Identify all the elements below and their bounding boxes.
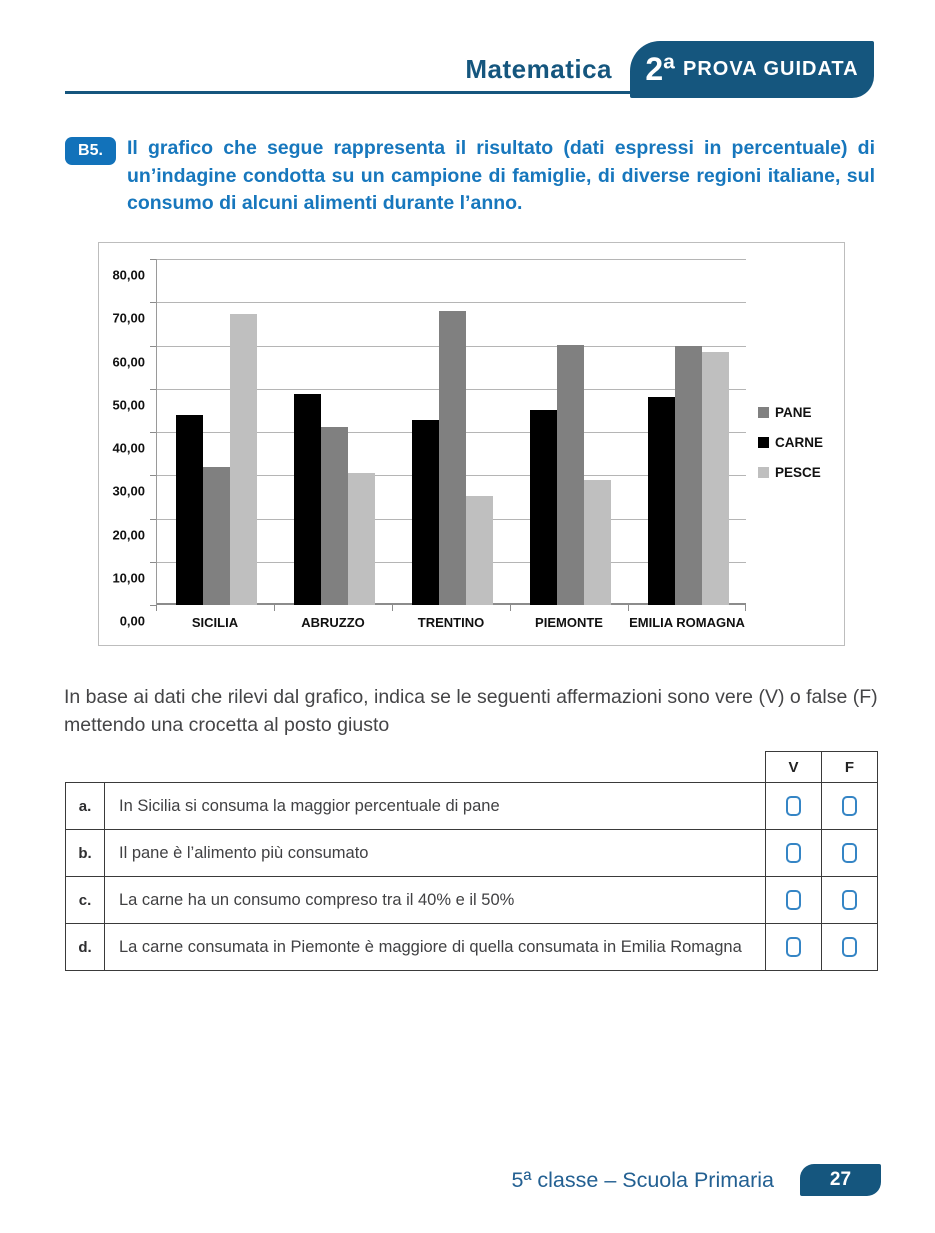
category-label: PIEMONTE [535,615,603,630]
bar-pane-trentino [439,311,466,605]
plot-area [156,259,746,605]
legend-label: CARNE [775,435,824,450]
statement-d: La carne consumata in Piemonte è maggiore di quella consumata in Emilia Romagna [105,924,766,971]
bar-pesce-trentino [466,496,493,605]
y-axis-tick [150,346,156,347]
prova-label: PROVA GUIDATA [683,58,859,80]
legend-swatch-icon [758,467,769,478]
category-labels [156,615,746,635]
bar-pane-emilia-romagna [675,346,702,606]
table-row [66,830,878,877]
y-tick-label: 70,00 [112,310,145,326]
legend-label: PANE [775,405,812,420]
chart-legend [758,405,823,495]
bar-pane-piemonte [557,345,584,605]
checkbox-d-true[interactable] [786,937,801,957]
header-divider [65,91,631,94]
prova-number: 2ª [645,51,676,87]
x-axis-tick [510,605,511,611]
y-tick-label: 0,00 [119,613,145,629]
statement-a: In Sicilia si consuma la maggior percentuale di pane [105,783,766,830]
table-row [66,783,878,830]
true-false-table [65,751,878,971]
table-row [66,924,878,971]
bar-carne-sicilia [176,415,203,605]
category-label: EMILIA ROMAGNA [629,615,745,630]
y-tick-label: 20,00 [112,527,145,542]
x-axis-tick [274,605,275,611]
question-text: Il grafico che segue rappresenta il risultato (dati espressi in percentuale) di un’indagine condotta su un campione di famiglie, di diverse regioni italiane, sul consumo di alcuni alimenti durante l’anno. [127,137,875,214]
legend-swatch-icon [758,437,769,448]
table-row [66,877,878,924]
x-axis-tick [745,605,746,611]
checkbox-c-false[interactable] [842,890,857,910]
y-tick-label: 80,00 [112,267,145,283]
page-number-badge: 27 [800,1164,881,1196]
bar-pesce-abruzzo [348,473,375,605]
legend-label: PESCE [775,465,821,480]
checkbox-a-true[interactable] [786,796,801,816]
row-label-c: c. [66,877,105,924]
prova-guidata-badge [630,41,874,98]
column-header-false: F [822,752,878,783]
table-header-row [66,752,878,783]
bar-carne-trentino [412,420,439,605]
page-footer [0,1162,881,1198]
row-label-d: d. [66,924,105,971]
legend-item [758,435,823,450]
gridline [157,302,746,303]
x-axis-tick [392,605,393,611]
legend-swatch-icon [758,407,769,418]
row-label-a: a. [66,783,105,830]
statement-c: La carne ha un consumo compreso tra il 40% e il 50% [105,877,766,924]
instruction-text: In base ai dati che rilevi dal grafico, indica se le seguenti affermazioni sono vere (V) o false (F) mettendo una crocetta al posto giusto [64,686,878,736]
y-axis-tick [150,389,156,390]
y-tick-label: 10,00 [112,570,145,586]
checkbox-a-false[interactable] [842,796,857,816]
y-tick-label: 30,00 [112,483,145,499]
bar-chart [98,242,845,646]
y-tick-label: 50,00 [112,397,145,413]
bar-pane-abruzzo [321,427,348,605]
bar-pesce-piemonte [584,480,611,605]
bar-carne-emilia-romagna [648,397,675,605]
y-axis-tick [150,432,156,433]
checkbox-b-true[interactable] [786,843,801,863]
y-axis-tick [150,475,156,476]
column-header-true: V [766,752,822,783]
y-tick-label: 60,00 [112,354,145,369]
y-tick-label: 40,00 [112,440,145,456]
bar-pane-sicilia [203,467,230,605]
x-axis-ticks [156,605,746,611]
gridline [157,259,746,260]
y-axis-labels [99,259,145,629]
bar-carne-piemonte [530,410,557,605]
bar-pesce-emilia-romagna [702,352,729,605]
subject-title: Matematica [465,54,612,84]
bar-carne-abruzzo [294,394,321,605]
checkbox-c-true[interactable] [786,890,801,910]
x-axis-tick [156,605,157,611]
statement-b: Il pane è l’alimento più consumato [105,830,766,877]
bar-pesce-sicilia [230,314,257,606]
y-axis-tick [150,562,156,563]
row-label-b: b. [66,830,105,877]
legend-item [758,465,823,480]
x-axis-tick [628,605,629,611]
category-label: SICILIA [191,615,239,630]
checkbox-b-false[interactable] [842,843,857,863]
question-number-badge: B5. [65,137,116,165]
category-label: ABRUZZO [301,615,365,630]
footer-class-label: 5ª classe – Scuola Primaria [511,1167,774,1192]
legend-item [758,405,823,420]
y-axis-tick [150,259,156,260]
category-label: TRENTINO [417,615,485,630]
y-axis-tick [150,302,156,303]
y-axis-tick [150,519,156,520]
checkbox-d-false[interactable] [842,937,857,957]
